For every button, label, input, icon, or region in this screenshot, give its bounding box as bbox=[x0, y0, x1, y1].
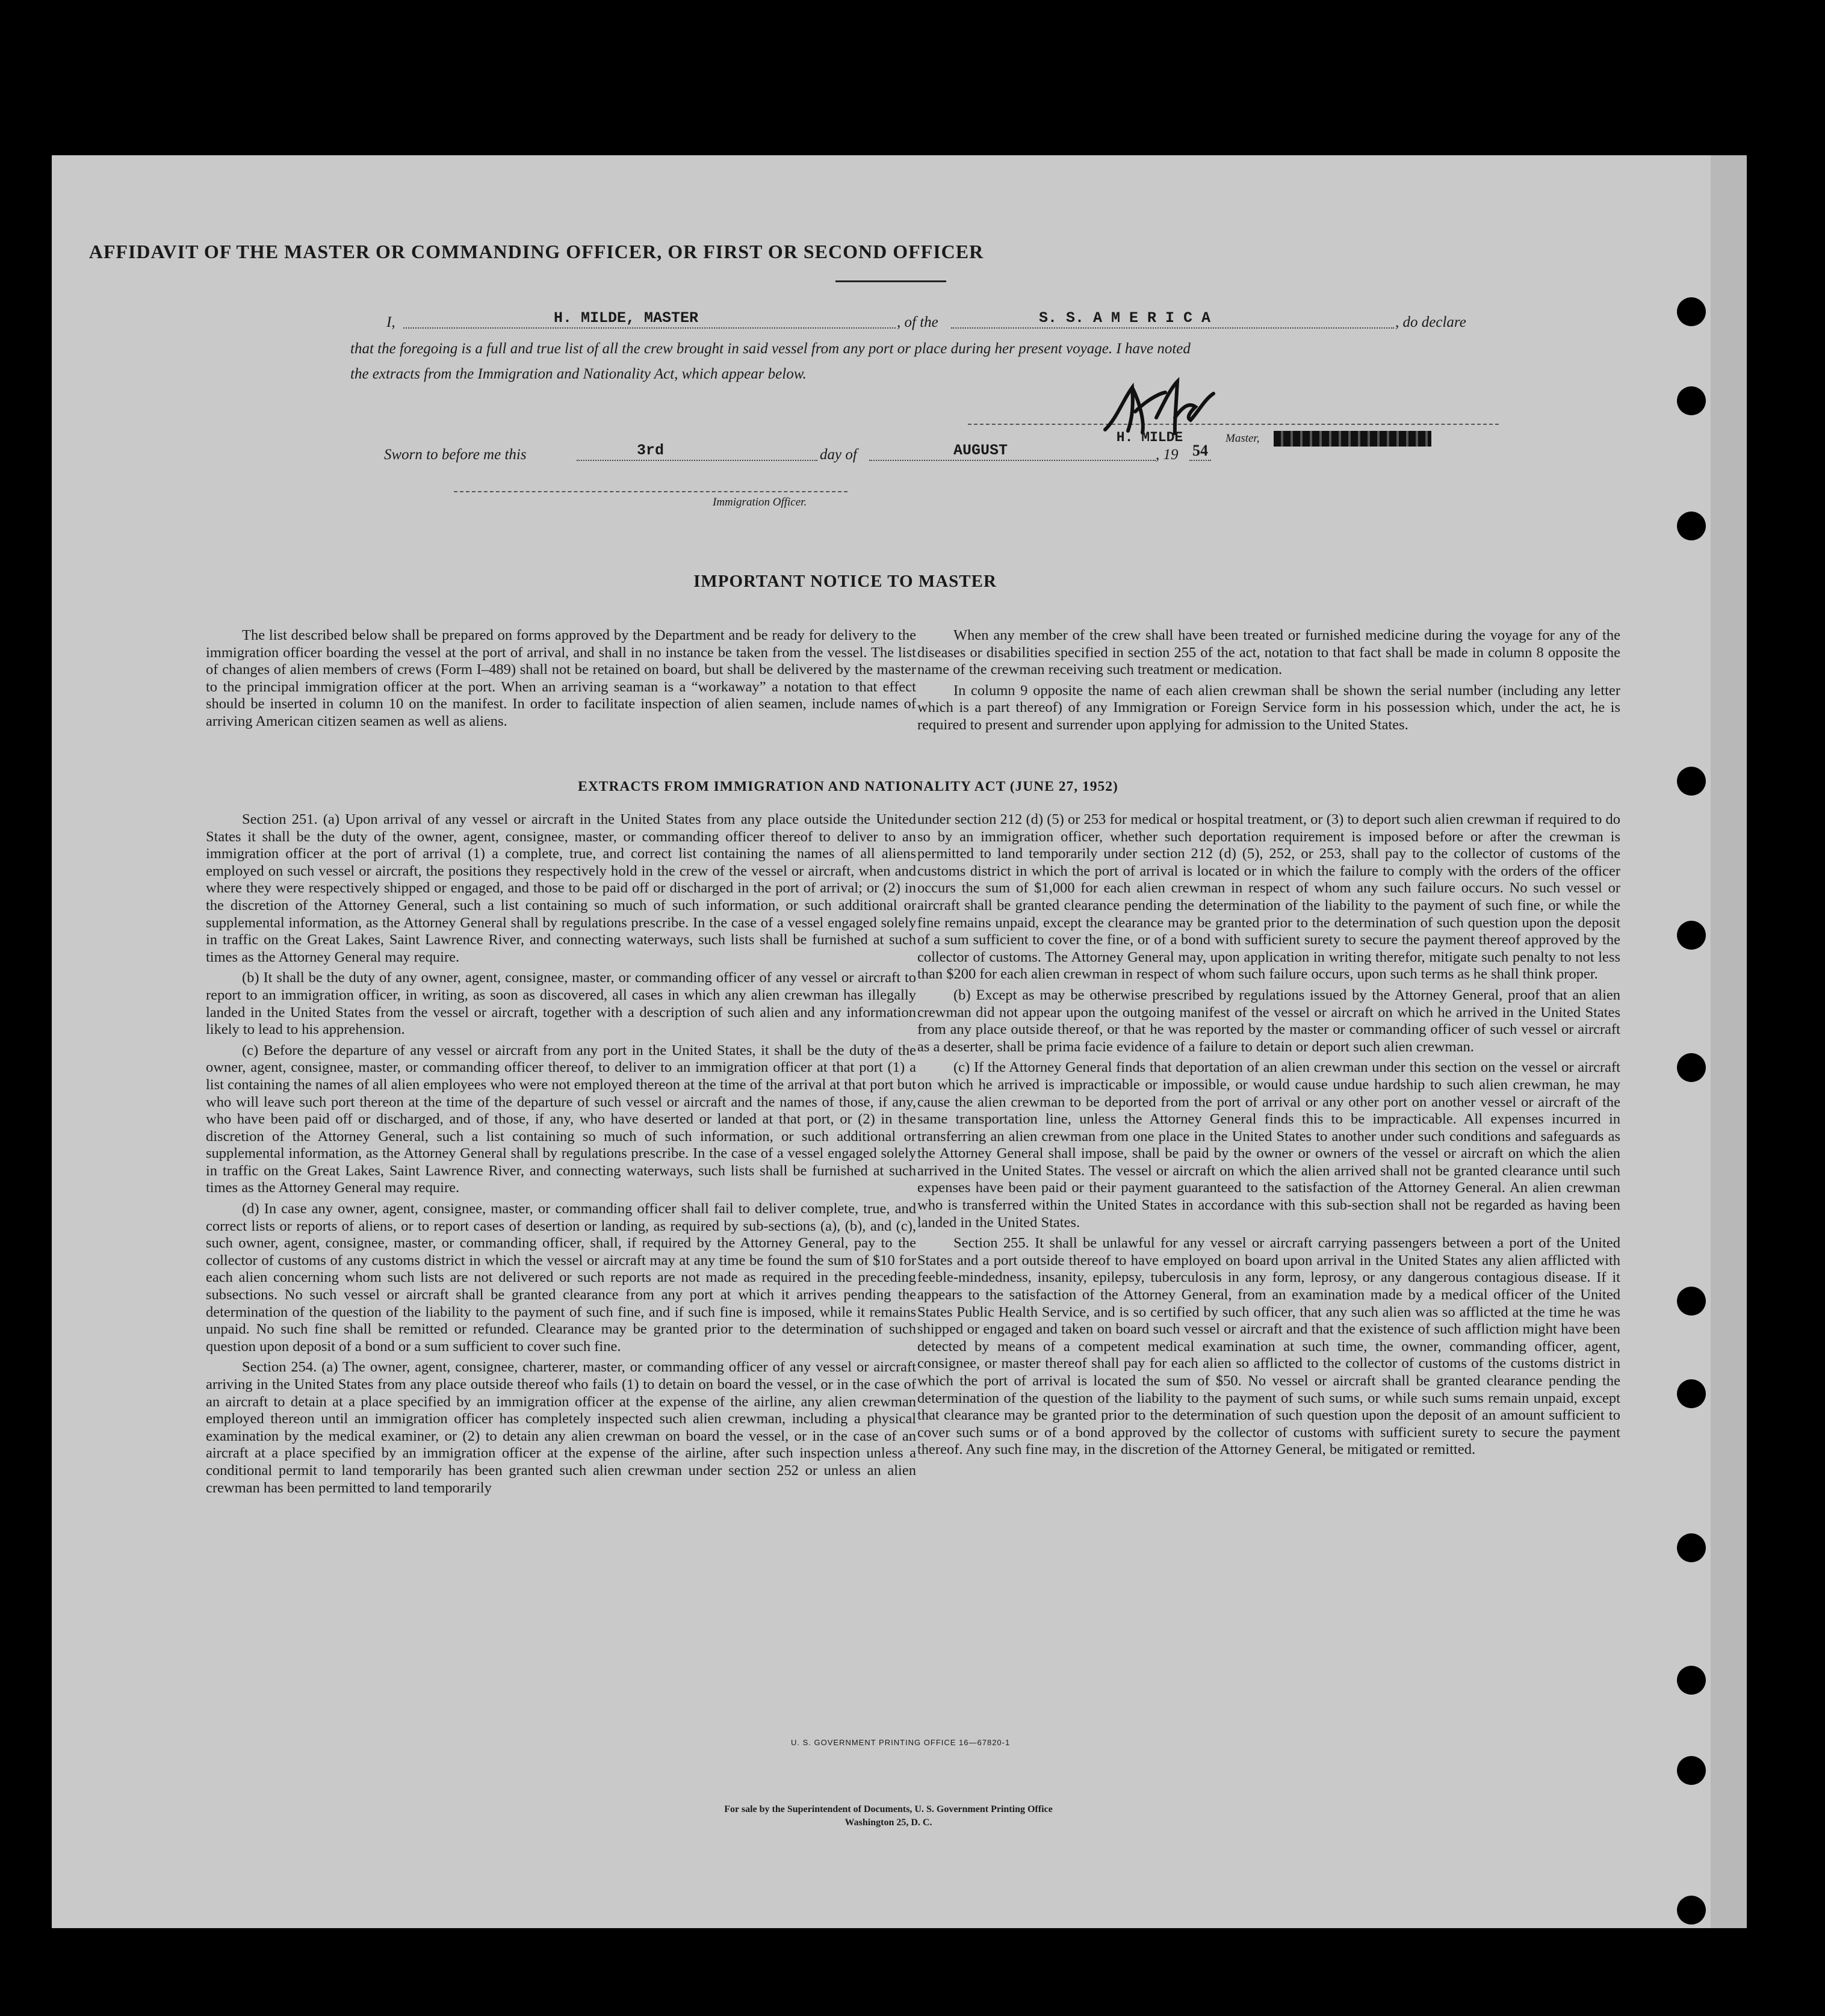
notice-left-paragraph: The list described below shall be prepared on forms approved by the Department and be ready for delivery to the immigration officer boarding the vessel at the port of arrival, and shall in no instance be taken from the vessel. The list of changes of alien members of crews (Form I–489) shall not be retained on board, but shall be delivered by the master to the principal immigration officer at the port. When an arriving seaman is a “workaway” a notation to that effect should be inserted in column 10 on the manifest. In order to facilitate inspection of alien seamen, include names of arriving American citizen seamen as well as aliens. bbox=[206, 627, 916, 729]
binder-hole bbox=[1677, 1379, 1706, 1408]
binder-hole bbox=[1677, 386, 1706, 415]
immigration-officer-label: Immigration Officer. bbox=[713, 496, 807, 509]
declaration-line-2: that the foregoing is a full and true list of all the crew brought in said vessel from any port or place during her present voyage. I have noted bbox=[350, 341, 1191, 357]
binder-hole bbox=[1677, 512, 1706, 540]
month-field: AUGUST bbox=[869, 442, 1156, 461]
vessel-field: S. S. A M E R I C A bbox=[951, 309, 1394, 329]
section-254-a-cont: under section 212 (d) (5) or 253 for medical or hospital treatment, or (3) to deport such alien crewman if required to do so by an immigration officer, whether such deportation requirement is imposed before or after the crewman is permitted to land temporarily under section 212 (d) (5), 252, or 253, shall pay to the collector of customs of the customs district in which the port of arrival is located or in which the failure to comply with the orders of the officer occurs the sum of $1,000 for each alien crewman in respect of whom any such failure occurs. No such vessel or aircraft shall be granted clearance pending the determination of the liability to the payment of such fine, or while the fine remains unpaid, except the clearance may be granted prior to the determination of such question upon the deposit of a sum sufficient to cover the fine, or of a bond with sufficient surety to secure the payment thereof approved by the collector of customs. The Attorney General may, upon application in writing therefor, mitigate such penalty to not less than $200 for each alien crewman in respect of whom such failure occurs, upon such terms as he shall think proper. bbox=[917, 811, 1620, 983]
section-251-b: (b) It shall be the duty of any owner, agent, consignee, master, or commanding officer of any vessel or aircraft to report to an immigration officer, in writing, as soon as discovered, all cases in which any alien crewman has illegally landed in the United States from the vessel or aircraft, together with a description of such alien and any information likely to lead to his apprehension. bbox=[206, 969, 916, 1038]
binder-hole bbox=[1677, 1053, 1706, 1082]
notice-left-column bbox=[206, 627, 916, 734]
section-254-c: (c) If the Attorney General finds that deportation of an alien crewman under this section on the vessel or aircraft on which he arrived is impracticable or impossible, or would cause undue hardship to such alien crewman, he may cause the alien crewman to be deported from the port of arrival or any other port on another vessel or aircraft of the same transportation line, unless the Attorney General finds this to be impracticable. All expenses incurred in transferring an alien crewman from one place in the United States to another under such conditions and safeguards as the Attorney General shall impose, shall be paid by the owner or owners of the vessel or aircraft on which the alien arrived in the United States. The vessel or aircraft on which the alien arrived shall not be granted clearance until such expenses have been paid or their payment guaranteed to the satisfaction of the Attorney General. An alien crewman who is transferred within the United States in accordance with this sub-section shall not be regarded as having been landed in the United States. bbox=[917, 1059, 1620, 1231]
binder-hole bbox=[1677, 1287, 1706, 1316]
year-prefix: , 19 bbox=[1156, 447, 1179, 463]
binder-hole bbox=[1677, 1756, 1706, 1785]
officer-line bbox=[454, 491, 847, 493]
day-field: 3rd bbox=[577, 442, 817, 461]
sale-line-2: Washington 25, D. C. bbox=[844, 1817, 932, 1828]
binder-hole bbox=[1677, 1666, 1706, 1695]
declaration-line-3: the extracts from the Immigration and Nationality Act, which appear below. bbox=[350, 366, 807, 382]
extracts-title: EXTRACTS FROM IMMIGRATION AND NATIONALITY ACT (JUNE 27, 1952) bbox=[578, 779, 1118, 794]
title-rule bbox=[835, 280, 946, 282]
affidavit-title: AFFIDAVIT OF THE MASTER OR COMMANDING OFFICER, OR FIRST OR SECOND OFFICER bbox=[88, 241, 984, 262]
section-255: Section 255. It shall be unlawful for any vessel or aircraft carrying passengers between a port of the United States and a port outside thereof to have employed on board upon arrival in the United States any alien afflicted with feeble-mindedness, insanity, epilepsy, tuberculosis in any form, leprosy, or any dangerous contagious disease. If it appears to the satisfaction of the Attorney General, from an examination made by a medical officer of the United States Public Health Service, and is so certified by such officer, that any such alien was so afflicted at the time he was shipped or engaged and taken on board such vessel or aircraft and that the existence of such affliction might have been detected by means of a competent medical examination at such time, the owner, commanding officer, agent, consignee, or master thereof shall pay for each alien so afflicted to the collector of customs of the customs district in which the port of arrival is located the sum of $50. No vessel or aircraft shall be granted clearance pending the determination of the question of the liability to the payment of such sums, or while such sums remain unpaid, except that clearance may be granted prior to the determination of such question upon the deposit of an amount sufficient to cover such sums or of a bond approved by the collector of customs with sufficient surety to secure the payment thereof. Any such fine may, in the discretion of the Attorney General, be mitigated or remitted. bbox=[917, 1235, 1620, 1458]
signature-name: H. MILDE bbox=[1116, 430, 1183, 445]
of-the-label: , of the bbox=[897, 314, 938, 330]
do-declare-label: , do declare bbox=[1395, 314, 1466, 330]
extracts-right-column bbox=[917, 811, 1620, 1462]
sworn-label: Sworn to before me this bbox=[384, 447, 527, 463]
binder-hole bbox=[1677, 1533, 1706, 1562]
notice-title: IMPORTANT NOTICE TO MASTER bbox=[693, 572, 997, 591]
notice-right-paragraph-1: When any member of the crew shall have been treated or furnished medicine during the voyage for any of the diseases or disabilities specified in section 255 of the act, notation to that fact shall be made in column 8 opposite the name of the crewman receiving such treatment or medication. bbox=[917, 627, 1620, 678]
section-251-c: (c) Before the departure of any vessel or aircraft from any port in the United States, it shall be the duty of the owner, agent, consignee, master, or commanding officer thereof, to deliver to an immigration officer at that port (1) a list containing the names of all alien employees who were not employed thereon at the time of the arrival at that port but who will leave such port thereon at the time of the departure of such vessel or aircraft and the names of those, if any, who have been paid off or discharged, and of those, if any, who have deserted or landed at that port, or (2) in the discretion of the Attorney General, such a list containing so much of such information, or such additional or supplemental information, as the Attorney General shall by regulations prescribe. In the case of a vessel engaged solely in traffic on the Great Lakes, Saint Lawrence River, and connecting waterways, such lists shall be furnished at such times as the Attorney General may require. bbox=[206, 1042, 916, 1196]
binder-hole bbox=[1677, 1896, 1706, 1925]
i-label: I, bbox=[386, 314, 395, 330]
master-name-field: H. MILDE, MASTER bbox=[403, 309, 896, 329]
section-251-d: (d) In case any owner, agent, consignee, master, or commanding officer shall fail to deliver complete, true, and correct lists or reports of aliens, or to report cases of desertion or landing, as required by sub-sections (a), (b), and (c), such owner, agent, consignee, master, or commanding officer, shall, if required by the Attorney General, pay to the collector of customs of any customs district in which the vessel or aircraft may at any time be found the sum of $10 for each alien concerning whom such lists are not delivered or such reports are not made as required in the preceding subsections. No such vessel or aircraft shall be granted clearance from any port at which it arrives pending the determination of the question of the liability to the payment of such fine, and if such fine is imposed, while it remains unpaid. No such fine shall be remitted or refunded. Clearance may be granted prior to the determination of such question upon deposit of a bond or a sum sufficient to cover such fine. bbox=[206, 1201, 916, 1355]
day-of-label: day of bbox=[820, 447, 857, 463]
binder-hole bbox=[1677, 297, 1706, 326]
printer-imprint: U. S. GOVERNMENT PRINTING OFFICE 16—67820-1 bbox=[791, 1738, 1011, 1747]
page-edge bbox=[1711, 155, 1747, 1928]
document-page bbox=[52, 155, 1747, 1928]
year-field: 54 bbox=[1189, 442, 1211, 461]
section-254-a: Section 254. (a) The owner, agent, consignee, charterer, master, or commanding officer of any vessel or aircraft arriving in the United States from any place outside thereof who fails (1) to detain on board the vessel, or in the case of an aircraft to detain at a place specified by an immigration officer at the expense of the airline, any alien crewman employed thereon until an immigration officer has completely inspected such alien crewman, including a physical examination by the medical examiner, or (2) to detain any alien crewman on board the vessel, or in the case of an aircraft at a place specified by an immigration officer at the expense of the airline, after such inspection unless a conditional permit to land temporarily has been granted such alien crewman under section 252 or unless an alien crewman has been permitted to land temporarily bbox=[206, 1359, 916, 1496]
binder-hole bbox=[1677, 921, 1706, 950]
extracts-left-column bbox=[206, 811, 916, 1500]
section-254-b: (b) Except as may be otherwise prescribed by regulations issued by the Attorney General, proof that an alien crewman did not appear upon the outgoing manifest of the vessel or aircraft on which he arrived in the United States from any place outside thereof, or that he was reported by the master or commanding officer of such vessel or aircraft as a deserter, shall be prima facie evidence of a failure to detain or deport such alien crewman. bbox=[917, 986, 1620, 1055]
master-label: Master, bbox=[1225, 432, 1260, 445]
redacted-text bbox=[1274, 431, 1431, 447]
sale-line-1: For sale by the Superintendent of Documents, U. S. Government Printing Office bbox=[724, 1804, 1053, 1814]
section-251-a: Section 251. (a) Upon arrival of any vessel or aircraft in the United States from any place outside the United States it shall be the duty of the owner, agent, consignee, master, or commanding officer thereof to deliver to an immigration officer at the port of arrival (1) a complete, true, and correct list containing the names of all aliens employed on such vessel or aircraft, the positions they respectively hold in the crew of the vessel or aircraft, when and where they were respectively shipped or engaged, and those to be paid off or discharged in the port of arrival; or (2) in the discretion of the Attorney General, such a list containing so much of such information, or such additional or supplemental information, as the Attorney General shall by regulations prescribe. In the case of a vessel engaged solely in traffic on the Great Lakes, Saint Lawrence River, and connecting waterways, such lists shall be furnished at such times as the Attorney General may require. bbox=[206, 811, 916, 965]
signature-line bbox=[968, 424, 1499, 426]
notice-right-paragraph-2: In column 9 opposite the name of each alien crewman shall be shown the serial number (including any letter which is a part thereof) of any Immigration or Foreign Service form in his possession which, under the act, he is required to present and surrender upon applying for admission to the United States. bbox=[917, 682, 1620, 733]
notice-right-column bbox=[917, 627, 1620, 738]
